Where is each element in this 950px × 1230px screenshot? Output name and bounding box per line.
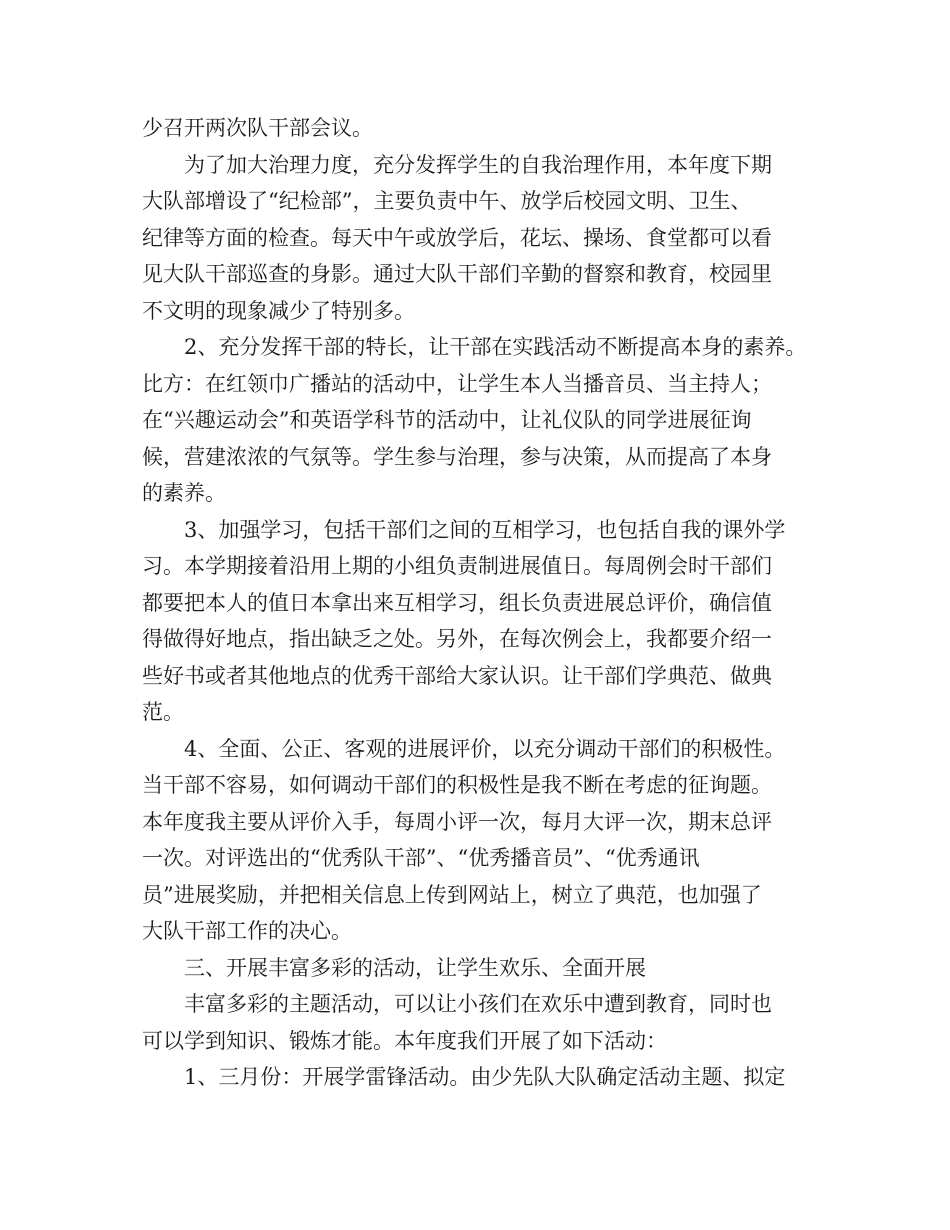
text-line: 大队干部工作的决心。 bbox=[142, 919, 352, 943]
text-line: 不文明的现象减少了特别多。 bbox=[142, 298, 415, 323]
text-line: 的素养。 bbox=[142, 481, 226, 505]
text-line: 本年度我主要从评价入手，每周小评一次，每月大评一次，期末总评 bbox=[142, 809, 772, 834]
text-line: 习。本学期接着沿用上期的小组负责制进展值日。每周例会时干部们 bbox=[142, 554, 772, 578]
text-line: 当干部不容易，如何调动干部们的积极性是我不断在考虑的征询题。 bbox=[142, 773, 772, 797]
text-line: 在“兴趣运动会”和英语学科节的活动中，让礼仪队的同学进展征询 bbox=[142, 408, 752, 432]
text-line: 见大队干部巡查的身影。通过大队干部们辛勤的督察和教育，校园里 bbox=[142, 262, 772, 286]
text-line: 三、开展丰富多彩的活动，让学生欢乐、全面开展 bbox=[184, 955, 646, 980]
text-line: 1、三月份：开展学雷锋活动。由少先队大队确定活动主题、拟定 bbox=[184, 1065, 786, 1089]
document-body bbox=[142, 110, 832, 1096]
text-line: 少召开两次队干部会议。 bbox=[142, 116, 373, 140]
text-line: 2、充分发挥干部的特长，让干部在实践活动不断提高本身的素养。 bbox=[184, 335, 807, 359]
text-line: 3、加强学习，包括干部们之间的互相学习，也包括自我的课外学 bbox=[184, 517, 786, 542]
text-line: 范。 bbox=[142, 700, 184, 724]
text-line: 都要把本人的值日本拿出来互相学习，组长负责进展总评价，确信值 bbox=[142, 590, 772, 615]
text-line: 4、全面、公正、客观的进展评价，以充分调动干部们的积极性。 bbox=[184, 736, 786, 761]
text-line: 纪律等方面的检查。每天中午或放学后，花坛、操场、食堂都可以看 bbox=[142, 225, 772, 250]
text-line: 得做得好地点，指出缺乏之处。另外，在每次例会上，我都要介绍一 bbox=[142, 627, 772, 651]
text-line: 可以学到知识、锻炼才能。本年度我们开展了如下活动： bbox=[142, 1028, 667, 1053]
text-line: 候，营建浓浓的气氛等。学生参与治理，参与决策，从而提高了本身 bbox=[142, 444, 772, 469]
text-line: 员”进展奖励，并把相关信息上传到网站上，树立了典范，也加强了 bbox=[142, 882, 762, 907]
text-line: 些好书或者其他地点的优秀干部给大家认识。让干部们学典范、做典 bbox=[142, 663, 772, 688]
text-line: 比方：在红领巾广播站的活动中，让学生本人当播音员、当主持人； bbox=[142, 371, 772, 396]
text-line: 为了加大治理力度，充分发挥学生的自我治理作用，本年度下期 bbox=[184, 152, 772, 177]
text-line: 大队部增设了“纪检部”，主要负责中午、放学后校园文明、卫生、 bbox=[142, 189, 752, 213]
text-line: 一次。对评选出的“优秀队干部”、“优秀播音员”、“优秀通讯 bbox=[142, 846, 700, 870]
text-line: 丰富多彩的主题活动，可以让小孩们在欢乐中遭到教育，同时也 bbox=[184, 992, 772, 1016]
